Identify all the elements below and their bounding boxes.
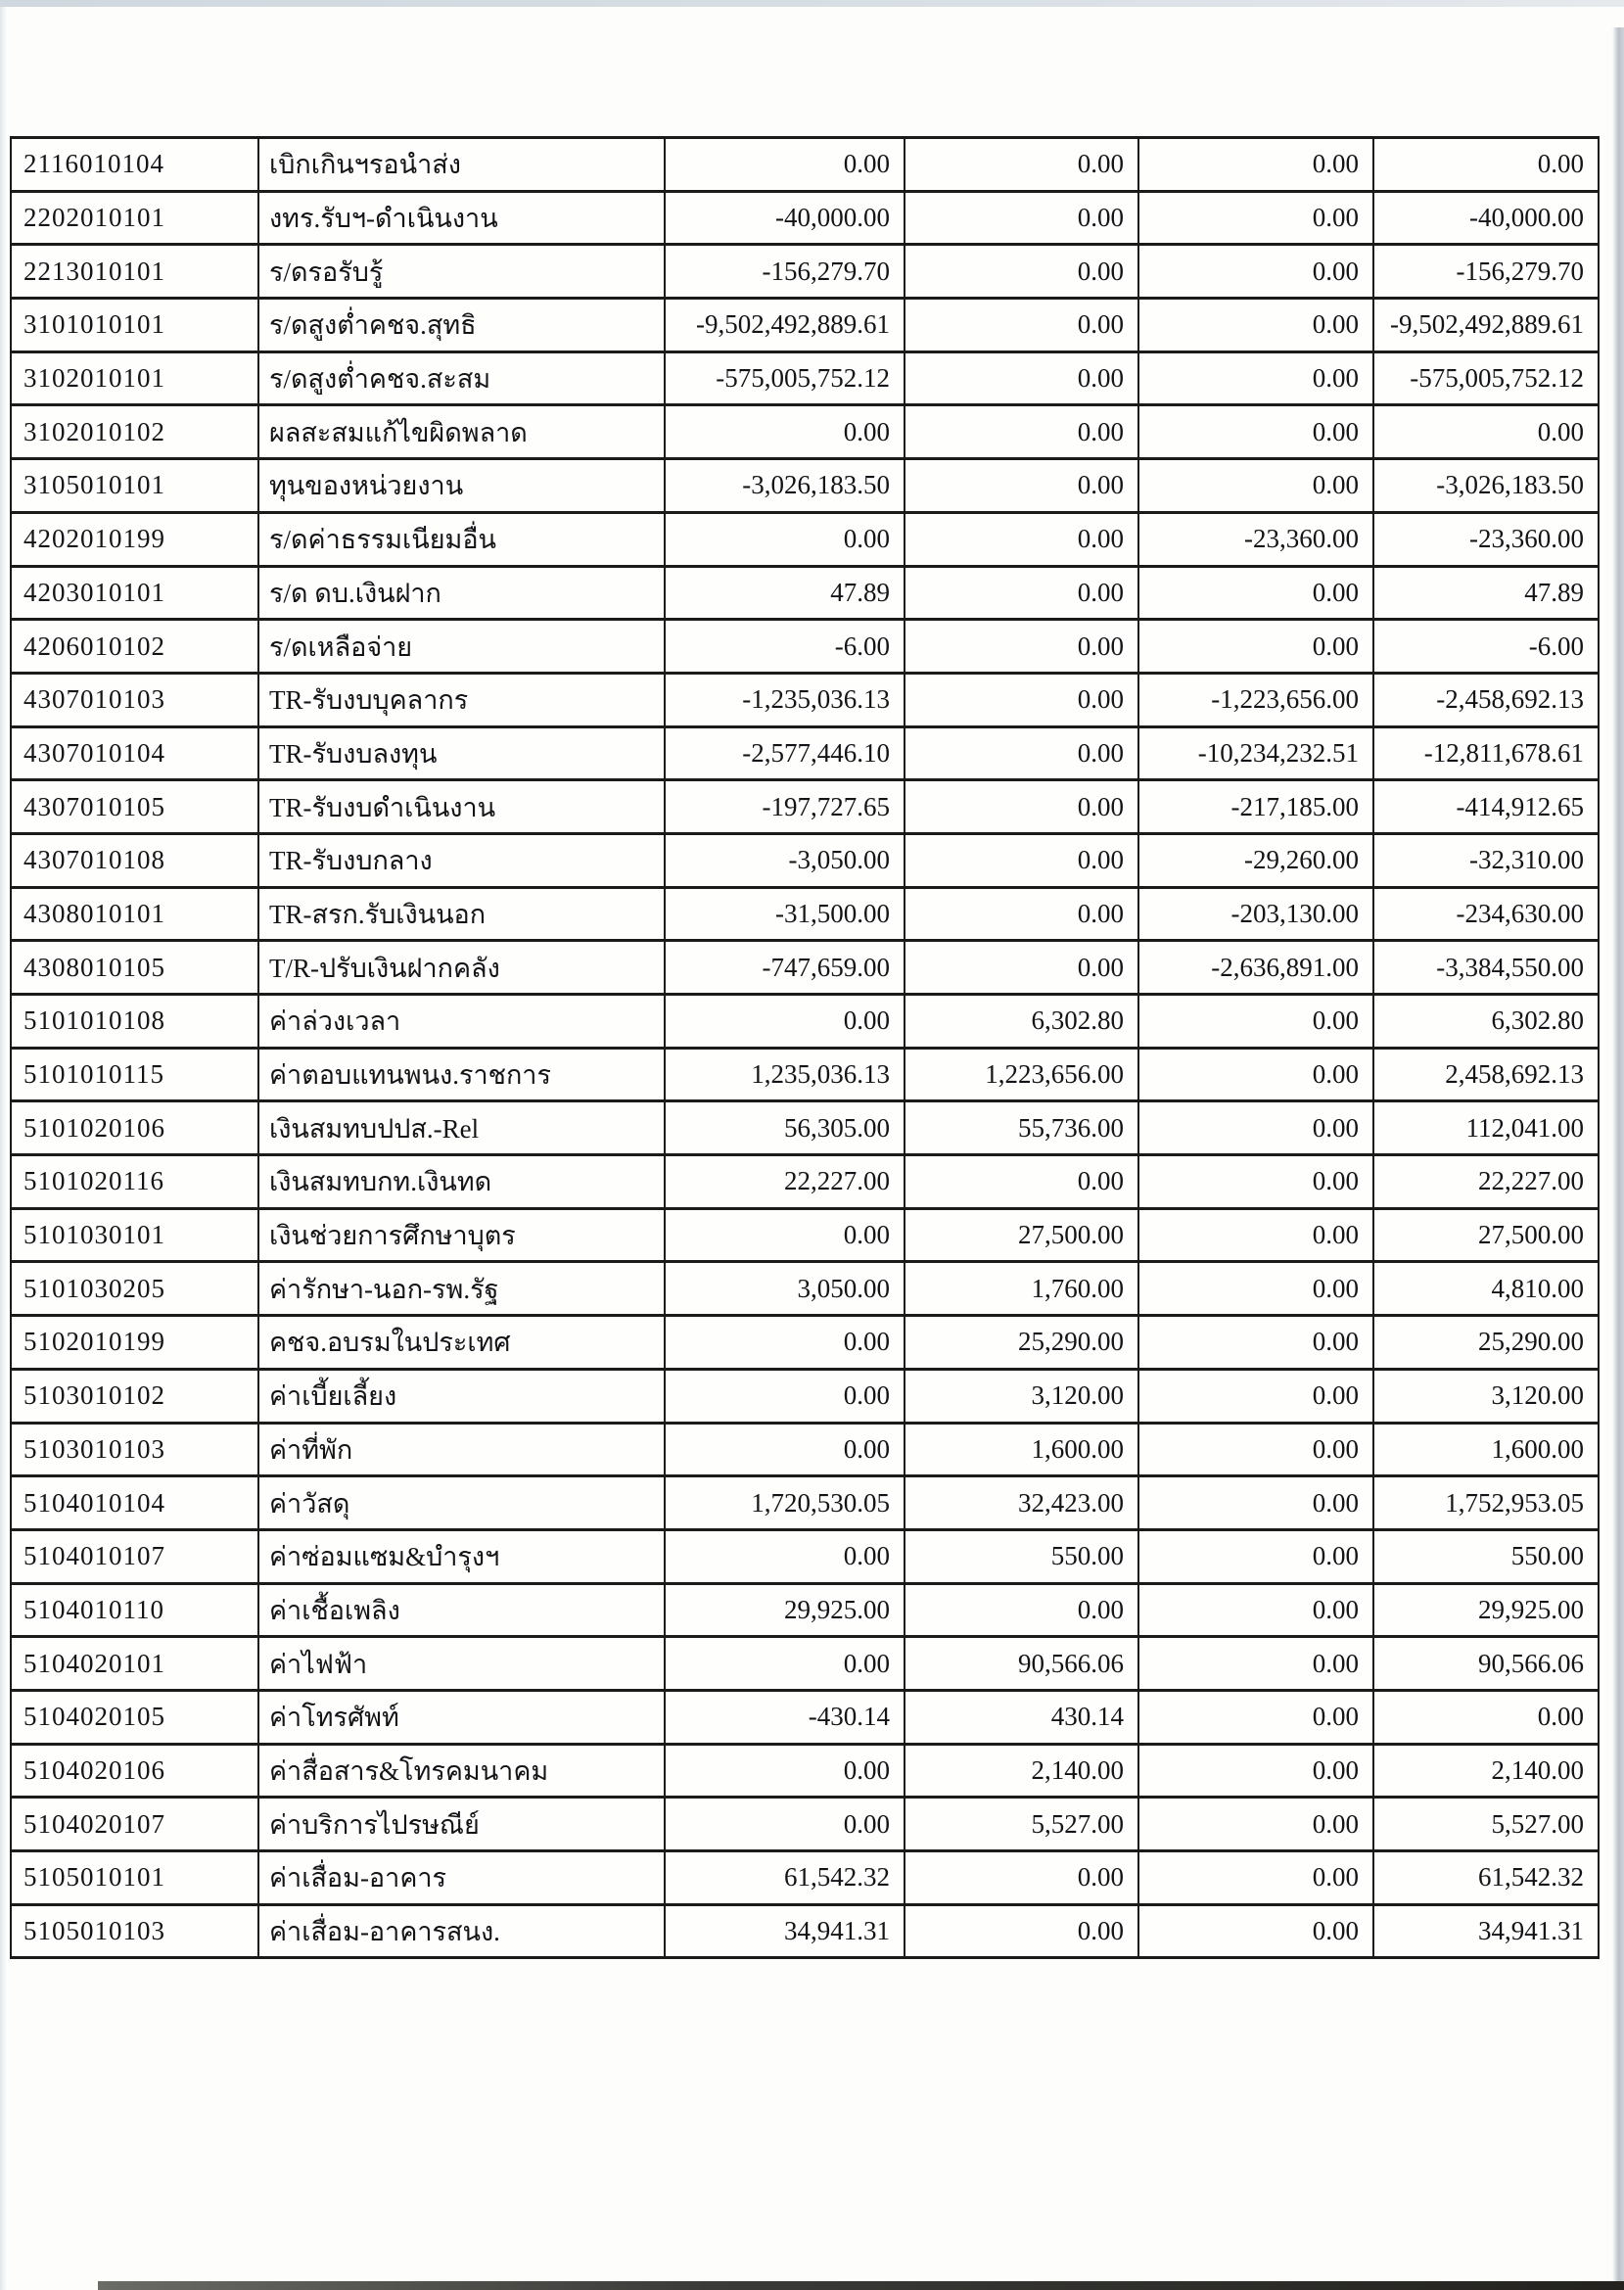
account-code-cell: 5101010115 (11, 1048, 258, 1101)
account-code-cell: 5102010199 (11, 1316, 258, 1370)
amount-col3-cell: -10,234,232.51 (1138, 726, 1373, 780)
table-row (11, 1583, 1599, 1637)
amount-col4-cell: 90,566.06 (1373, 1637, 1599, 1691)
amount-col1-cell: 47.89 (665, 566, 905, 620)
account-code-cell: 4202010199 (11, 512, 258, 566)
amount-col4-cell: -3,026,183.50 (1373, 459, 1599, 513)
amount-col2-cell: 3,120.00 (905, 1369, 1138, 1423)
amount-col4-cell: 0.00 (1373, 405, 1599, 459)
amount-col3-cell: 0.00 (1138, 1529, 1373, 1583)
amount-col1-cell: 0.00 (665, 1744, 905, 1798)
amount-col3-cell: 0.00 (1138, 405, 1373, 459)
amount-col2-cell: 5,527.00 (905, 1798, 1138, 1851)
amount-col2-cell: 0.00 (905, 941, 1138, 995)
amount-col2-cell: 0.00 (905, 1155, 1138, 1209)
account-code-cell: 4307010105 (11, 780, 258, 834)
amount-col1-cell: -3,050.00 (665, 833, 905, 887)
amount-col4-cell: 2,140.00 (1373, 1744, 1599, 1798)
table-row (11, 245, 1599, 299)
table-row (11, 1529, 1599, 1583)
account-code-cell: 5104020107 (11, 1798, 258, 1851)
account-name-cell: เบิกเกินฯรอนำส่ง (258, 138, 665, 192)
amount-col1-cell: -1,235,036.13 (665, 673, 905, 726)
account-code-cell: 5104010107 (11, 1529, 258, 1583)
amount-col2-cell: 0.00 (905, 620, 1138, 674)
amount-col1-cell: -747,659.00 (665, 941, 905, 995)
account-code-cell: 4308010101 (11, 887, 258, 941)
account-code-cell: 2202010101 (11, 191, 258, 245)
amount-col3-cell: 0.00 (1138, 1101, 1373, 1155)
account-ledger-table (10, 136, 1600, 1959)
amount-col4-cell: 550.00 (1373, 1529, 1599, 1583)
table-row (11, 299, 1599, 352)
amount-col1-cell: 34,941.31 (665, 1904, 905, 1958)
scan-right-edge-shadow (1612, 27, 1624, 2290)
amount-col1-cell: -6.00 (665, 620, 905, 674)
amount-col3-cell: 0.00 (1138, 1048, 1373, 1101)
amount-col4-cell: -12,811,678.61 (1373, 726, 1599, 780)
amount-col2-cell: 6,302.80 (905, 995, 1138, 1049)
amount-col1-cell: 1,235,036.13 (665, 1048, 905, 1101)
table-row (11, 1155, 1599, 1209)
table-row (11, 1637, 1599, 1691)
amount-col3-cell: 0.00 (1138, 459, 1373, 513)
amount-col3-cell: 0.00 (1138, 1155, 1373, 1209)
amount-col4-cell: -234,630.00 (1373, 887, 1599, 941)
amount-col3-cell: 0.00 (1138, 1583, 1373, 1637)
account-name-cell: งทร.รับฯ-ดำเนินงาน (258, 191, 665, 245)
amount-col4-cell: -414,912.65 (1373, 780, 1599, 834)
amount-col3-cell: 0.00 (1138, 1262, 1373, 1316)
amount-col2-cell: 2,140.00 (905, 1744, 1138, 1798)
amount-col2-cell: 90,566.06 (905, 1637, 1138, 1691)
amount-col2-cell: 1,600.00 (905, 1423, 1138, 1476)
account-code-cell: 2213010101 (11, 245, 258, 299)
amount-col1-cell: 1,720,530.05 (665, 1476, 905, 1530)
amount-col3-cell: 0.00 (1138, 1316, 1373, 1370)
amount-col1-cell: 56,305.00 (665, 1101, 905, 1155)
table-row (11, 1316, 1599, 1370)
table-row (11, 833, 1599, 887)
account-code-cell: 4206010102 (11, 620, 258, 674)
account-code-cell: 4203010101 (11, 566, 258, 620)
amount-col1-cell: -31,500.00 (665, 887, 905, 941)
amount-col2-cell: 0.00 (905, 887, 1138, 941)
account-code-cell: 5103010102 (11, 1369, 258, 1423)
amount-col4-cell: -2,458,692.13 (1373, 673, 1599, 726)
amount-col1-cell: -156,279.70 (665, 245, 905, 299)
table-row (11, 1744, 1599, 1798)
amount-col2-cell: 0.00 (905, 459, 1138, 513)
amount-col3-cell: -2,636,891.00 (1138, 941, 1373, 995)
table-row (11, 1423, 1599, 1476)
amount-col2-cell: 0.00 (905, 245, 1138, 299)
amount-col2-cell: 0.00 (905, 1904, 1138, 1958)
amount-col1-cell: 0.00 (665, 995, 905, 1049)
amount-col2-cell: 0.00 (905, 833, 1138, 887)
account-code-cell: 5104020105 (11, 1690, 258, 1744)
amount-col4-cell: 25,290.00 (1373, 1316, 1599, 1370)
amount-col4-cell: 47.89 (1373, 566, 1599, 620)
scan-top-edge-strip (0, 0, 1624, 7)
account-name-cell: ค่าเบี้ยเลี้ยง (258, 1369, 665, 1423)
account-name-cell: ค่าซ่อมแซม&บำรุงฯ (258, 1529, 665, 1583)
account-code-cell: 5104020101 (11, 1637, 258, 1691)
amount-col2-cell: 55,736.00 (905, 1101, 1138, 1155)
table-row (11, 191, 1599, 245)
amount-col3-cell: 0.00 (1138, 995, 1373, 1049)
account-name-cell: TR-รับงบกลาง (258, 833, 665, 887)
amount-col4-cell: -32,310.00 (1373, 833, 1599, 887)
account-name-cell: ค่าวัสดุ (258, 1476, 665, 1530)
amount-col1-cell: -430.14 (665, 1690, 905, 1744)
account-code-cell: 5105010103 (11, 1904, 258, 1958)
account-code-cell: 4307010108 (11, 833, 258, 887)
amount-col3-cell: 0.00 (1138, 1369, 1373, 1423)
table-row (11, 459, 1599, 513)
amount-col3-cell: 0.00 (1138, 1690, 1373, 1744)
account-code-cell: 5101020116 (11, 1155, 258, 1209)
account-name-cell: ค่าเสื่อม-อาคาร (258, 1851, 665, 1905)
account-name-cell: ค่าไฟฟ้า (258, 1637, 665, 1691)
amount-col3-cell: -1,223,656.00 (1138, 673, 1373, 726)
amount-col1-cell: 0.00 (665, 1423, 905, 1476)
amount-col4-cell: 6,302.80 (1373, 995, 1599, 1049)
account-name-cell: ร/ดรอรับรู้ (258, 245, 665, 299)
amount-col1-cell: 0.00 (665, 405, 905, 459)
amount-col1-cell: 0.00 (665, 1798, 905, 1851)
account-name-cell: เงินสมทบปปส.-Rel (258, 1101, 665, 1155)
account-code-cell: 4308010105 (11, 941, 258, 995)
table-row (11, 887, 1599, 941)
amount-col1-cell: -197,727.65 (665, 780, 905, 834)
amount-col3-cell: -23,360.00 (1138, 512, 1373, 566)
account-code-cell: 2116010104 (11, 138, 258, 192)
amount-col1-cell: -9,502,492,889.61 (665, 299, 905, 352)
account-name-cell: ค่าล่วงเวลา (258, 995, 665, 1049)
account-name-cell: TR-รับงบบุคลากร (258, 673, 665, 726)
amount-col4-cell: 2,458,692.13 (1373, 1048, 1599, 1101)
amount-col4-cell: 5,527.00 (1373, 1798, 1599, 1851)
table-row (11, 1798, 1599, 1851)
account-name-cell: ค่าเสื่อม-อาคารสนง. (258, 1904, 665, 1958)
amount-col4-cell: 0.00 (1373, 1690, 1599, 1744)
amount-col1-cell: 22,227.00 (665, 1155, 905, 1209)
amount-col2-cell: 25,290.00 (905, 1316, 1138, 1370)
amount-col3-cell: 0.00 (1138, 1744, 1373, 1798)
amount-col2-cell: 1,760.00 (905, 1262, 1138, 1316)
account-name-cell: TR-รับงบลงทุน (258, 726, 665, 780)
account-name-cell: เงินสมทบกท.เงินทด (258, 1155, 665, 1209)
amount-col3-cell: -29,260.00 (1138, 833, 1373, 887)
account-name-cell: ค่าตอบแทนพนง.ราชการ (258, 1048, 665, 1101)
amount-col3-cell: 0.00 (1138, 1798, 1373, 1851)
account-code-cell: 5103010103 (11, 1423, 258, 1476)
table-row (11, 1904, 1599, 1958)
table-row (11, 566, 1599, 620)
amount-col4-cell: -156,279.70 (1373, 245, 1599, 299)
amount-col2-cell: 550.00 (905, 1529, 1138, 1583)
account-code-cell: 5101030205 (11, 1262, 258, 1316)
amount-col4-cell: 27,500.00 (1373, 1208, 1599, 1262)
scan-left-edge-shade (0, 7, 7, 2290)
amount-col3-cell: 0.00 (1138, 1476, 1373, 1530)
amount-col4-cell: 34,941.31 (1373, 1904, 1599, 1958)
amount-col2-cell: 0.00 (905, 138, 1138, 192)
amount-col2-cell: 0.00 (905, 405, 1138, 459)
account-name-cell: ร/ดสูงต่ำคชจ.สุทธิ (258, 299, 665, 352)
amount-col2-cell: 0.00 (905, 726, 1138, 780)
amount-col3-cell: -203,130.00 (1138, 887, 1373, 941)
amount-col4-cell: 29,925.00 (1373, 1583, 1599, 1637)
table-row (11, 351, 1599, 405)
account-name-cell: ค่าเชื้อเพลิง (258, 1583, 665, 1637)
account-code-cell: 5105010101 (11, 1851, 258, 1905)
account-name-cell: เงินช่วยการศึกษาบุตร (258, 1208, 665, 1262)
amount-col1-cell: 0.00 (665, 1369, 905, 1423)
account-code-cell: 3102010102 (11, 405, 258, 459)
account-code-cell: 5101030101 (11, 1208, 258, 1262)
table-row (11, 941, 1599, 995)
amount-col2-cell: 1,223,656.00 (905, 1048, 1138, 1101)
amount-col4-cell: 3,120.00 (1373, 1369, 1599, 1423)
amount-col3-cell: 0.00 (1138, 620, 1373, 674)
amount-col4-cell: -40,000.00 (1373, 191, 1599, 245)
amount-col4-cell: 1,752,953.05 (1373, 1476, 1599, 1530)
amount-col3-cell: 0.00 (1138, 351, 1373, 405)
amount-col1-cell: 0.00 (665, 1637, 905, 1691)
amount-col1-cell: 29,925.00 (665, 1583, 905, 1637)
table-row (11, 780, 1599, 834)
amount-col4-cell: 0.00 (1373, 138, 1599, 192)
amount-col3-cell: 0.00 (1138, 1851, 1373, 1905)
amount-col1-cell: 61,542.32 (665, 1851, 905, 1905)
amount-col3-cell: 0.00 (1138, 245, 1373, 299)
amount-col1-cell: -2,577,446.10 (665, 726, 905, 780)
account-code-cell: 3101010101 (11, 299, 258, 352)
account-name-cell: ค่าที่พัก (258, 1423, 665, 1476)
table-row (11, 1262, 1599, 1316)
amount-col4-cell: 61,542.32 (1373, 1851, 1599, 1905)
account-code-cell: 4307010104 (11, 726, 258, 780)
amount-col2-cell: 430.14 (905, 1690, 1138, 1744)
account-code-cell: 4307010103 (11, 673, 258, 726)
account-name-cell: ทุนของหน่วยงาน (258, 459, 665, 513)
account-code-cell: 5104010110 (11, 1583, 258, 1637)
account-code-cell: 5104010104 (11, 1476, 258, 1530)
amount-col3-cell: 0.00 (1138, 1208, 1373, 1262)
amount-col4-cell: -6.00 (1373, 620, 1599, 674)
amount-col1-cell: 0.00 (665, 1529, 905, 1583)
amount-col3-cell: 0.00 (1138, 566, 1373, 620)
amount-col4-cell: 112,041.00 (1373, 1101, 1599, 1155)
account-code-cell: 5101010108 (11, 995, 258, 1049)
scan-bottom-edge-strip (98, 2281, 1624, 2290)
amount-col1-cell: -3,026,183.50 (665, 459, 905, 513)
table-row (11, 138, 1599, 192)
table-row (11, 1208, 1599, 1262)
amount-col1-cell: -40,000.00 (665, 191, 905, 245)
account-name-cell: T/R-ปรับเงินฝากคลัง (258, 941, 665, 995)
account-name-cell: ร/ดสูงต่ำคชจ.สะสม (258, 351, 665, 405)
account-name-cell: ร/ดค่าธรรมเนียมอื่น (258, 512, 665, 566)
amount-col3-cell: 0.00 (1138, 138, 1373, 192)
account-name-cell: ค่าบริการไปรษณีย์ (258, 1798, 665, 1851)
amount-col2-cell: 32,423.00 (905, 1476, 1138, 1530)
table-row (11, 673, 1599, 726)
amount-col3-cell: 0.00 (1138, 1423, 1373, 1476)
account-name-cell: ร/ด ดบ.เงินฝาก (258, 566, 665, 620)
account-code-cell: 3102010101 (11, 351, 258, 405)
amount-col4-cell: 1,600.00 (1373, 1423, 1599, 1476)
table-row (11, 1369, 1599, 1423)
amount-col2-cell: 27,500.00 (905, 1208, 1138, 1262)
table-row (11, 1851, 1599, 1905)
account-name-cell: ร/ดเหลือจ่าย (258, 620, 665, 674)
amount-col2-cell: 0.00 (905, 566, 1138, 620)
table-row (11, 726, 1599, 780)
account-name-cell: ค่าสื่อสาร&โทรคมนาคม (258, 1744, 665, 1798)
amount-col4-cell: -3,384,550.00 (1373, 941, 1599, 995)
account-code-cell: 5101020106 (11, 1101, 258, 1155)
account-code-cell: 5104020106 (11, 1744, 258, 1798)
account-name-cell: ค่าโทรศัพท์ (258, 1690, 665, 1744)
amount-col1-cell: 0.00 (665, 1316, 905, 1370)
account-name-cell: TR-รับงบดำเนินงาน (258, 780, 665, 834)
account-code-cell: 3105010101 (11, 459, 258, 513)
amount-col2-cell: 0.00 (905, 1851, 1138, 1905)
amount-col4-cell: -575,005,752.12 (1373, 351, 1599, 405)
account-name-cell: ค่ารักษา-นอก-รพ.รัฐ (258, 1262, 665, 1316)
amount-col1-cell: -575,005,752.12 (665, 351, 905, 405)
amount-col2-cell: 0.00 (905, 351, 1138, 405)
account-name-cell: คชจ.อบรมในประเทศ (258, 1316, 665, 1370)
amount-col4-cell: 4,810.00 (1373, 1262, 1599, 1316)
amount-col1-cell: 0.00 (665, 1208, 905, 1262)
table-row (11, 620, 1599, 674)
table-row (11, 405, 1599, 459)
amount-col4-cell: 22,227.00 (1373, 1155, 1599, 1209)
amount-col4-cell: -9,502,492,889.61 (1373, 299, 1599, 352)
table-row (11, 1101, 1599, 1155)
amount-col2-cell: 0.00 (905, 673, 1138, 726)
account-name-cell: TR-สรก.รับเงินนอก (258, 887, 665, 941)
amount-col3-cell: -217,185.00 (1138, 780, 1373, 834)
table-row (11, 512, 1599, 566)
table-row (11, 1690, 1599, 1744)
amount-col2-cell: 0.00 (905, 299, 1138, 352)
table-row (11, 995, 1599, 1049)
amount-col2-cell: 0.00 (905, 780, 1138, 834)
amount-col1-cell: 0.00 (665, 512, 905, 566)
amount-col4-cell: -23,360.00 (1373, 512, 1599, 566)
amount-col3-cell: 0.00 (1138, 1904, 1373, 1958)
account-name-cell: ผลสะสมแก้ไขผิดพลาด (258, 405, 665, 459)
amount-col3-cell: 0.00 (1138, 299, 1373, 352)
table-row (11, 1476, 1599, 1530)
amount-col3-cell: 0.00 (1138, 191, 1373, 245)
amount-col1-cell: 0.00 (665, 138, 905, 192)
amount-col2-cell: 0.00 (905, 1583, 1138, 1637)
table-row (11, 1048, 1599, 1101)
amount-col1-cell: 3,050.00 (665, 1262, 905, 1316)
amount-col2-cell: 0.00 (905, 512, 1138, 566)
amount-col2-cell: 0.00 (905, 191, 1138, 245)
amount-col3-cell: 0.00 (1138, 1637, 1373, 1691)
